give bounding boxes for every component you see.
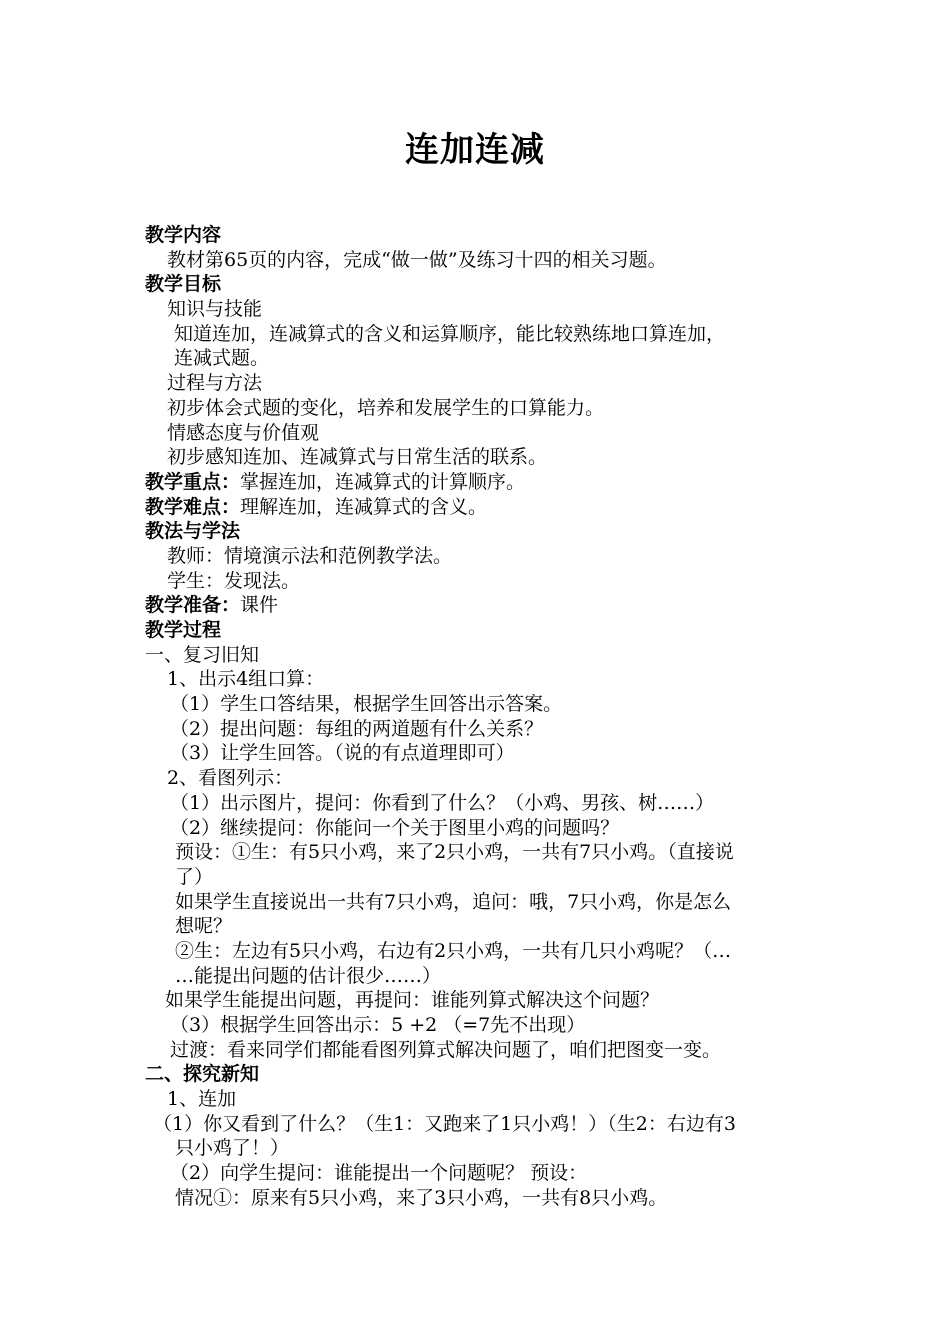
review-line: （2）提出问题：每组的两道题有什么关系？ [170, 717, 544, 740]
key-point-text: 掌握连加，连减算式的计算顺序。 [240, 470, 526, 493]
review-line: 预设：①生：有5只小鸡，来了2只小鸡，一共有7只小鸡。（直接说 [175, 841, 734, 864]
heading-teaching-content: 教学内容 [145, 224, 222, 246]
difficult-point-line [145, 495, 825, 520]
review-heading: 一、复习旧知 [145, 643, 260, 666]
goal-attitude-text: 初步感知连加、连减算式与日常生活的联系。 [167, 446, 548, 469]
goal-process-text: 初步体会式题的变化，培养和发展学生的口算能力。 [167, 396, 605, 419]
review-line: 过渡：看来同学们都能看图列算式解决问题了，咱们把图变一变。 [170, 1038, 722, 1061]
explore-line: 情况①：原来有5只小鸡，来了3只小鸡，一共有8只小鸡。 [175, 1186, 668, 1209]
review-line: 想呢？ [175, 915, 233, 938]
review-line: （3）让学生回答。（说的有点道理即可） [170, 742, 515, 765]
heading-teaching-goals: 教学目标 [145, 273, 222, 296]
explore-line: 只小鸡了！） [175, 1137, 290, 1160]
heading-methods: 教法与学法 [145, 520, 241, 543]
review-line: （1）学生口答结果，根据学生回答出示答案。 [170, 693, 563, 716]
review-line: （1）出示图片，提问：你看到了什么？（小鸡、男孩、树……） [170, 791, 715, 814]
explore-heading: 二、探究新知 [145, 1063, 260, 1086]
review-line: （3）根据学生回答出示：5 +2 （=7先不出现） [170, 1014, 586, 1036]
goal-knowledge-text-1: 知道连加，连减算式的含义和运算顺序，能比较熟练地口算连加， [174, 322, 726, 345]
difficult-point-text: 理解连加，连减算式的含义。 [240, 495, 488, 518]
key-point-label: 教学重点： [145, 470, 241, 493]
page-title: 连加连减 [405, 130, 545, 170]
lesson-plan-body [145, 223, 825, 1211]
method-student: 学生：发现法。 [167, 569, 301, 592]
heading-teaching-process: 教学过程 [145, 619, 222, 641]
preparation-text: 课件 [240, 594, 279, 617]
review-line: 如果学生能提出问题，再提问：谁能列算式解决这个问题？ [165, 989, 660, 1012]
review-line: 了） [175, 865, 214, 888]
goal-process-heading: 过程与方法 [167, 372, 263, 395]
difficult-point-label: 教学难点： [145, 495, 241, 518]
preparation-line [145, 593, 825, 618]
review-line: 2、看图列示： [167, 767, 294, 790]
review-line: ②生：左边有5只小鸡，右边有2只小鸡，一共有几只小鸡呢？（… [175, 939, 732, 962]
method-teacher: 教师：情境演示法和范例教学法。 [167, 544, 453, 567]
preparation-label: 教学准备： [145, 594, 241, 617]
goal-attitude-heading: 情感态度与价值观 [167, 421, 320, 444]
goal-knowledge-heading: 知识与技能 [167, 298, 263, 321]
explore-line: 1、连加 [167, 1088, 237, 1111]
review-line: …能提出问题的估计很少……） [175, 964, 442, 987]
key-point-line [145, 470, 825, 495]
explore-line: （1）你又看到了什么？（生1：又跑来了1只小鸡！）（生2：右边有3 [153, 1112, 736, 1135]
review-line: 如果学生直接说出一共有7只小鸡，追问：哦，7只小鸡，你是怎么 [175, 890, 732, 913]
review-line: 1、出示4组口算： [167, 668, 325, 691]
teaching-content-text: 教材第65页的内容，完成“做一做”及练习十四的相关习题。 [167, 248, 667, 271]
explore-line: （2）向学生提问：谁能提出一个问题呢？ 预设： [170, 1162, 588, 1185]
goal-knowledge-text-2: 连减式题。 [174, 347, 270, 370]
review-line: （2）继续提问：你能问一个关于图里小鸡的问题吗？ [170, 816, 620, 839]
